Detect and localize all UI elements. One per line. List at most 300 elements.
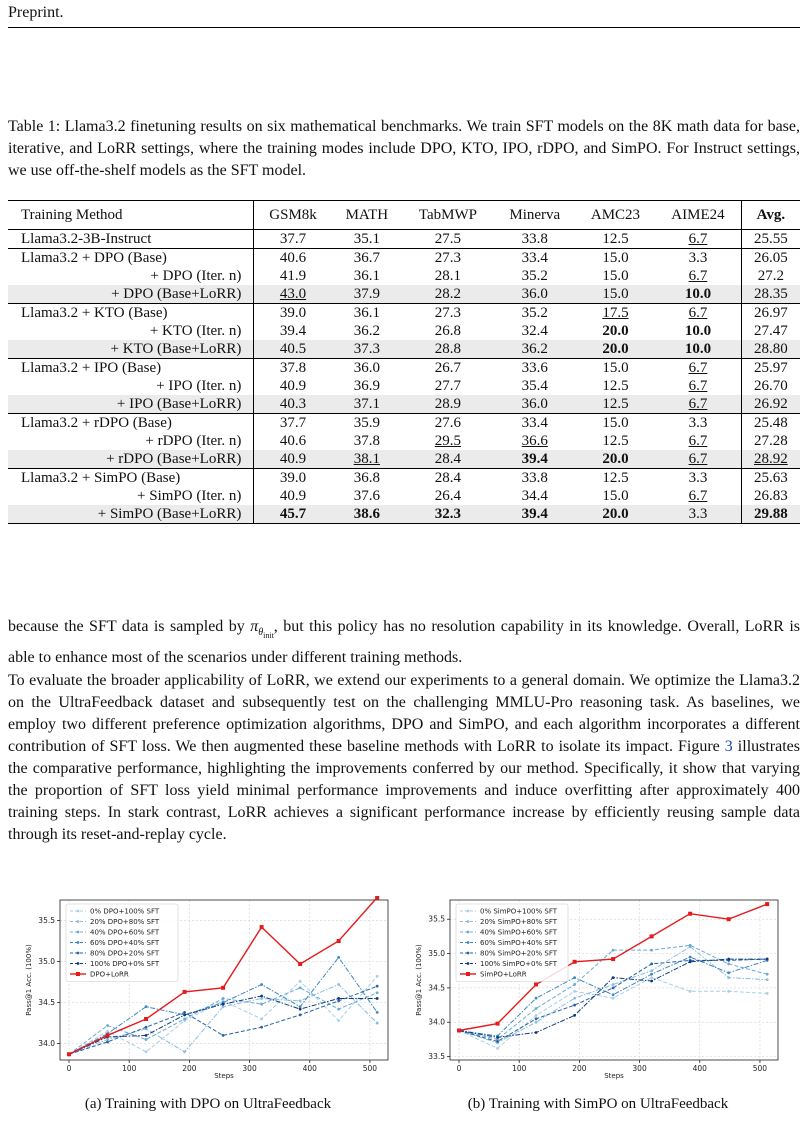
data-point xyxy=(260,995,263,998)
data-point xyxy=(688,912,692,916)
table-cell: 27.47 xyxy=(753,323,788,339)
table-cell: 37.1 xyxy=(332,395,402,414)
table-cell: 32.4 xyxy=(521,323,548,339)
data-point xyxy=(573,997,576,1000)
table-cell: 45.7 xyxy=(254,505,332,524)
data-point xyxy=(766,992,769,995)
table-cell: 25.63 xyxy=(741,469,800,488)
data-point xyxy=(727,962,730,965)
subcaption-a: (a) Training with DPO on UltraFeedback xyxy=(84,1096,332,1112)
table-cell: 39.4 xyxy=(494,505,576,524)
legend-label: 0% SimPO+100% SFT xyxy=(480,907,557,916)
table-cell: 28.9 xyxy=(402,395,494,414)
data-point xyxy=(106,1024,109,1027)
table-cell: 12.5 xyxy=(576,395,656,414)
table-cell: 35.2 xyxy=(521,268,548,284)
data-point xyxy=(183,1018,186,1021)
data-point xyxy=(183,1013,186,1016)
table-cell: 12.5 xyxy=(602,378,629,394)
table-cell: 26.70 xyxy=(753,378,788,394)
table-cell: 38.6 xyxy=(332,505,402,524)
row-method: Llama3.2 + KTO (Base) xyxy=(8,304,254,323)
table-row xyxy=(8,267,800,285)
table-cell: 39.0 xyxy=(254,304,332,323)
table-cell: 36.2 xyxy=(353,323,380,339)
data-point xyxy=(337,1019,340,1022)
table-cell: 36.6 xyxy=(521,433,548,449)
table-cell: 27.3 xyxy=(402,304,494,323)
data-point xyxy=(106,1038,109,1041)
data-point xyxy=(337,1008,340,1011)
x-tick-label: 0 xyxy=(456,1064,462,1073)
x-tick-label: 0 xyxy=(66,1064,72,1073)
table-row xyxy=(8,487,800,505)
table-cell: 36.1 xyxy=(353,268,380,284)
table-cell: 10.0 xyxy=(655,340,741,359)
x-tick-label: 400 xyxy=(302,1064,317,1073)
table-cell: 43.0 xyxy=(254,285,332,304)
legend-label: 100% SimPO+0% SFT xyxy=(480,960,557,968)
data-point xyxy=(376,997,379,1000)
table-cell: 12.5 xyxy=(576,230,656,249)
x-tick-label: 500 xyxy=(752,1064,768,1073)
data-point xyxy=(535,1021,538,1024)
table-cell: 15.0 xyxy=(576,249,656,268)
row-method: + rDPO (Base+LoRR) xyxy=(8,450,254,469)
y-tick-label: 33.5 xyxy=(428,1052,445,1062)
table-cell: 12.5 xyxy=(576,469,656,488)
data-point xyxy=(650,969,653,972)
table-cell: 25.55 xyxy=(741,230,800,249)
row-method: + DPO (Base+LoRR) xyxy=(8,285,254,304)
legend-marker xyxy=(77,962,80,965)
table-header-row xyxy=(8,201,800,230)
data-point xyxy=(376,985,379,988)
y-tick-label: 34.5 xyxy=(38,998,55,1008)
data-point xyxy=(144,1017,148,1021)
legend-label: 0% DPO+100% SFT xyxy=(90,907,160,916)
table-cell: 26.05 xyxy=(741,249,800,268)
data-point xyxy=(766,973,769,976)
data-point xyxy=(260,925,264,929)
table-cell: 15.0 xyxy=(602,488,629,504)
table-cell: 15.0 xyxy=(576,359,656,378)
table-cell: 20.0 xyxy=(576,340,656,359)
y-axis-label: Pass@1 Acc. (100%) xyxy=(25,944,33,1016)
row-method: + IPO (Base+LoRR) xyxy=(8,395,254,414)
table-cell: 37.7 xyxy=(254,230,332,249)
table-row xyxy=(8,469,800,488)
row-method: + SimPO (Iter. n) xyxy=(137,488,242,504)
table-cell: 36.0 xyxy=(494,395,576,414)
series-line xyxy=(69,986,377,1054)
results-table xyxy=(8,200,800,524)
y-tick-label: 34.0 xyxy=(38,1039,55,1049)
table-cell: 33.8 xyxy=(494,230,576,249)
table-cell: 35.1 xyxy=(332,230,402,249)
data-point xyxy=(260,1018,263,1021)
table-cell: 36.1 xyxy=(332,304,402,323)
table-caption: Table 1: Llama3.2 finetuning results on six mathematical benchmarks. We train SFT models on the 8K math data for base, iterative, and LoRR settings, where the training modes include DPO, KTO, IPO, rDPO, and SimPO. For Instruct settings, we use off-the-shelf models as the SFT model. xyxy=(8,118,800,179)
legend-label: 60% DPO+40% SFT xyxy=(90,939,160,947)
table-cell: 38.1 xyxy=(332,450,402,469)
legend-label: 60% SimPO+40% SFT xyxy=(480,939,557,947)
table-cell: 33.4 xyxy=(494,414,576,433)
data-point xyxy=(612,993,615,996)
table-cell: 40.3 xyxy=(254,395,332,414)
x-tick-label: 300 xyxy=(632,1064,647,1073)
legend-label: 100% DPO+0% SFT xyxy=(90,960,160,968)
table-row xyxy=(8,377,800,395)
data-point xyxy=(612,983,615,986)
data-point xyxy=(535,1007,538,1010)
row-method: + SimPO (Base+LoRR) xyxy=(8,505,254,524)
data-point xyxy=(689,990,692,993)
table-cell: 28.35 xyxy=(741,285,800,304)
data-point xyxy=(612,976,615,979)
y-tick-label: 35.0 xyxy=(38,957,55,967)
data-point xyxy=(573,1004,576,1007)
data-point xyxy=(183,990,187,994)
data-point xyxy=(299,980,302,983)
data-point xyxy=(535,997,538,1000)
table-cell: 27.5 xyxy=(402,230,494,249)
data-point xyxy=(260,983,263,986)
table-cell: 6.7 xyxy=(655,304,741,323)
data-point xyxy=(299,1005,302,1008)
data-point xyxy=(496,1022,500,1026)
table-cell: 27.28 xyxy=(753,433,788,449)
table-cell: 36.7 xyxy=(332,249,402,268)
data-point xyxy=(766,958,769,961)
data-point xyxy=(727,917,731,921)
data-point xyxy=(145,1034,148,1037)
figure-a xyxy=(20,896,396,1086)
data-point xyxy=(650,962,653,965)
legend-label: 80% SimPO+20% SFT xyxy=(480,949,557,958)
table-cell: 25.48 xyxy=(741,414,800,433)
paragraph-1: because the SFT data is sampled by $\pi_{\theta_{init}}$, but this policy has no resolution capability in its knowledge. Overall, LoRR is able to enhance most of the scenarios under different training methods. xyxy=(8,618,800,667)
data-point xyxy=(299,1013,302,1016)
data-point xyxy=(375,896,379,900)
table-cell: 26.92 xyxy=(741,395,800,414)
y-tick-label: 35.0 xyxy=(428,949,445,959)
legend-marker xyxy=(466,972,470,976)
data-point xyxy=(727,971,730,974)
data-point xyxy=(650,949,653,952)
table-row xyxy=(8,249,800,268)
legend-marker xyxy=(467,931,470,934)
data-point xyxy=(689,944,692,947)
row-method: Llama3.2 + DPO (Base) xyxy=(8,249,254,268)
data-point xyxy=(376,991,379,994)
legend-label: 20% SimPO+80% SFT xyxy=(480,918,557,926)
data-point xyxy=(337,997,340,1000)
data-point xyxy=(689,956,692,959)
table-cell: 28.8 xyxy=(402,340,494,359)
table-row xyxy=(8,340,800,359)
table-cell: 28.1 xyxy=(434,268,462,284)
figure-reference-link[interactable]: 3 xyxy=(724,738,733,755)
table-cell: 40.9 xyxy=(254,450,332,469)
data-point xyxy=(376,975,379,978)
table-cell: 15.0 xyxy=(576,414,656,433)
table-cell: 29.5 xyxy=(434,433,462,449)
data-point xyxy=(222,1005,225,1008)
data-point xyxy=(337,1000,340,1003)
table-cell: 37.8 xyxy=(353,433,380,449)
table-cell: 39.4 xyxy=(254,322,332,340)
row-method: + KTO (Iter. n) xyxy=(149,323,242,339)
data-point xyxy=(222,1003,225,1006)
table-cell: 6.7 xyxy=(655,395,741,414)
data-point xyxy=(727,976,730,979)
data-point xyxy=(612,986,615,989)
table-cell: 36.0 xyxy=(494,285,576,304)
table-cell: 15.0 xyxy=(576,285,656,304)
legend-label: 20% DPO+80% SFT xyxy=(90,918,160,926)
table-cell: 26.8 xyxy=(434,323,462,339)
table-cell: 26.4 xyxy=(434,488,462,504)
table-cell: 40.9 xyxy=(254,487,332,505)
y-tick-label: 35.5 xyxy=(428,914,445,924)
table-cell: 3.3 xyxy=(655,414,741,433)
table-cell: 25.97 xyxy=(741,359,800,378)
table-cell: 36.2 xyxy=(494,340,576,359)
column-header: Training Method xyxy=(8,201,254,230)
data-point xyxy=(183,1050,186,1053)
x-tick-label: 100 xyxy=(122,1064,137,1073)
legend-marker xyxy=(467,962,470,965)
table-cell: 10.0 xyxy=(655,322,741,340)
data-point xyxy=(727,958,730,961)
paragraph-2-part-a: To evaluate the broader applicability of LoRR, we extend our experiments to a general domain. We optimize the Llama3.2 on the UltraFeedback dataset and subsequently test on the challenging MMLU-Pro reasoning task. As baselines, we employ two different preference optimization algorithms, DPO and SimPO, and each algorithm incorporates a different contribution of SFT loss. We then augmented these baseline methods with LoRR to isolate its impact. Figure xyxy=(8,672,800,755)
row-method: + KTO (Base+LoRR) xyxy=(8,340,254,359)
table-cell: 37.6 xyxy=(353,488,380,504)
row-method: + rDPO (Iter. n) xyxy=(145,433,242,449)
table-row xyxy=(8,285,800,304)
data-point xyxy=(650,973,653,976)
table-cell: 28.4 xyxy=(402,450,494,469)
data-point xyxy=(376,1022,379,1025)
table-cell: 26.7 xyxy=(402,359,494,378)
legend-label: DPO+LoRR xyxy=(90,970,129,979)
data-point xyxy=(260,997,263,1000)
column-header: AIME24 xyxy=(655,201,741,230)
data-point xyxy=(573,990,576,993)
data-point xyxy=(535,1017,538,1020)
table-cell: 6.7 xyxy=(655,359,741,378)
data-point xyxy=(650,934,654,938)
legend-marker xyxy=(467,941,470,944)
table-cell: 28.4 xyxy=(402,469,494,488)
data-point xyxy=(376,1011,379,1014)
data-point xyxy=(299,986,302,989)
data-point xyxy=(145,1050,148,1053)
data-point xyxy=(496,1040,499,1043)
table-cell: 35.4 xyxy=(521,378,548,394)
y-axis-label: Pass@1 Acc. (100%) xyxy=(415,944,423,1016)
column-header: AMC23 xyxy=(576,201,656,230)
x-tick-label: 400 xyxy=(692,1064,707,1073)
table-cell: 35.9 xyxy=(332,414,402,433)
data-point xyxy=(145,1026,148,1029)
data-point xyxy=(727,990,730,993)
table-cell: 20.0 xyxy=(576,505,656,524)
data-point xyxy=(183,1011,186,1014)
data-point xyxy=(689,960,692,963)
row-method: + DPO (Iter. n) xyxy=(150,268,242,284)
legend-marker xyxy=(77,952,80,955)
data-point xyxy=(496,1047,499,1050)
table-cell: 6.7 xyxy=(655,230,741,249)
paragraph-2 xyxy=(8,670,800,846)
table-cell: 40.6 xyxy=(254,249,332,268)
data-point xyxy=(299,1008,302,1011)
column-header: Minerva xyxy=(494,201,576,230)
data-point xyxy=(457,1028,461,1032)
data-point xyxy=(612,997,615,1000)
data-point xyxy=(260,1003,263,1006)
table-cell: 37.7 xyxy=(254,414,332,433)
table-cell: 27.2 xyxy=(757,268,784,284)
table-cell: 39.0 xyxy=(254,469,332,488)
legend-label: 40% DPO+60% SFT xyxy=(90,928,160,937)
row-method: Llama3.2 + rDPO (Base) xyxy=(8,414,254,433)
x-axis-label: Steps xyxy=(214,1072,234,1080)
data-point xyxy=(106,1030,109,1033)
data-point xyxy=(573,976,576,979)
table-row xyxy=(8,414,800,433)
data-point xyxy=(67,1052,71,1056)
chart-simpo xyxy=(410,896,786,1086)
table-cell: 33.6 xyxy=(494,359,576,378)
legend-label: 80% DPO+20% SFT xyxy=(90,949,160,958)
table-row xyxy=(8,304,800,323)
table-cell: 28.80 xyxy=(741,340,800,359)
data-point xyxy=(145,1005,148,1008)
legend-marker xyxy=(467,910,470,913)
table-cell: 40.5 xyxy=(254,340,332,359)
table-cell: 37.8 xyxy=(254,359,332,378)
table-cell: 6.7 xyxy=(655,377,741,395)
table-cell: 26.97 xyxy=(741,304,800,323)
table-cell: 34.4 xyxy=(521,488,548,504)
row-method: + IPO (Iter. n) xyxy=(156,378,242,394)
data-point xyxy=(222,1034,225,1037)
row-method: Llama3.2 + IPO (Base) xyxy=(8,359,254,378)
table-row xyxy=(8,395,800,414)
table-cell: 40.6 xyxy=(254,432,332,450)
table-cell: 28.2 xyxy=(402,285,494,304)
data-point xyxy=(337,939,341,943)
table-row xyxy=(8,230,800,249)
series-line xyxy=(69,985,377,1055)
data-point xyxy=(650,980,653,983)
data-point xyxy=(535,1014,538,1017)
data-point xyxy=(337,983,340,986)
legend-marker xyxy=(77,931,80,934)
table-cell: 33.8 xyxy=(494,469,576,488)
table-cell: 10.0 xyxy=(655,285,741,304)
x-tick-label: 200 xyxy=(572,1064,587,1073)
x-tick-label: 500 xyxy=(362,1064,378,1073)
table-cell: 20.0 xyxy=(576,450,656,469)
y-tick-label: 34.5 xyxy=(428,983,445,993)
table-cell: 33.4 xyxy=(494,249,576,268)
data-point xyxy=(496,1036,499,1039)
legend-label: SimPO+LoRR xyxy=(480,970,527,979)
column-header: TabMWP xyxy=(402,201,494,230)
data-point xyxy=(765,902,769,906)
table-row xyxy=(8,450,800,469)
legend-marker xyxy=(76,972,80,976)
x-tick-label: 300 xyxy=(242,1064,257,1073)
table-cell: 37.9 xyxy=(332,285,402,304)
data-point xyxy=(299,1000,302,1003)
paragraph-2-part-b: illustrates the comparative performance, highlighting the improvements conferred by our method. Specifically, it show that varying the proportion of SFT loss yield minimal performance improvements and induce overfitting after approximately 400 training steps. In stark contrast, LoRR achieves a significant performance increase by efficiently reusing sample data through its reset-and-replay cycle. xyxy=(8,738,801,843)
data-point xyxy=(612,949,615,952)
column-header: Avg. xyxy=(741,201,800,230)
figure-b xyxy=(410,896,786,1086)
legend-marker xyxy=(467,952,470,955)
x-tick-label: 200 xyxy=(182,1064,197,1073)
table-cell: 3.3 xyxy=(655,505,741,524)
table-row xyxy=(8,322,800,340)
data-point xyxy=(650,976,653,979)
table-cell: 36.8 xyxy=(332,469,402,488)
subcaption-b: (b) Training with SimPO on UltraFeedback xyxy=(467,1096,729,1112)
column-header: GSM8k xyxy=(254,201,332,230)
y-tick-label: 34.0 xyxy=(428,1017,445,1027)
data-point xyxy=(611,957,615,961)
data-point xyxy=(260,1026,263,1029)
legend-label: 40% SimPO+60% SFT xyxy=(480,928,557,937)
chart-dpo xyxy=(20,896,396,1086)
data-point xyxy=(534,982,538,986)
table-row xyxy=(8,505,800,524)
table-cell: 29.88 xyxy=(741,505,800,524)
table-cell: 3.3 xyxy=(655,249,741,268)
table-cell: 12.5 xyxy=(602,433,629,449)
data-point xyxy=(298,962,302,966)
table-cell: 6.7 xyxy=(655,432,741,450)
header-rule xyxy=(8,27,800,28)
data-point xyxy=(222,997,225,1000)
table-cell: 41.9 xyxy=(254,267,332,285)
table-cell: 6.7 xyxy=(655,267,741,285)
data-point xyxy=(221,986,225,990)
table-cell: 39.4 xyxy=(494,450,576,469)
table-row xyxy=(8,432,800,450)
legend-marker xyxy=(77,920,80,923)
data-point xyxy=(766,978,769,981)
table-row xyxy=(8,359,800,378)
table-cell: 35.2 xyxy=(494,304,576,323)
legend-marker xyxy=(77,910,80,913)
table-cell: 36.0 xyxy=(332,359,402,378)
table-cell: 27.3 xyxy=(402,249,494,268)
x-axis-label: Steps xyxy=(604,1072,624,1080)
table-cell: 17.5 xyxy=(576,304,656,323)
table-cell: 37.3 xyxy=(332,340,402,359)
x-tick-label: 100 xyxy=(512,1064,527,1073)
data-point xyxy=(573,960,577,964)
legend-marker xyxy=(467,920,470,923)
legend-marker xyxy=(77,941,80,944)
data-point xyxy=(145,1038,148,1041)
table-cell: 28.92 xyxy=(741,450,800,469)
